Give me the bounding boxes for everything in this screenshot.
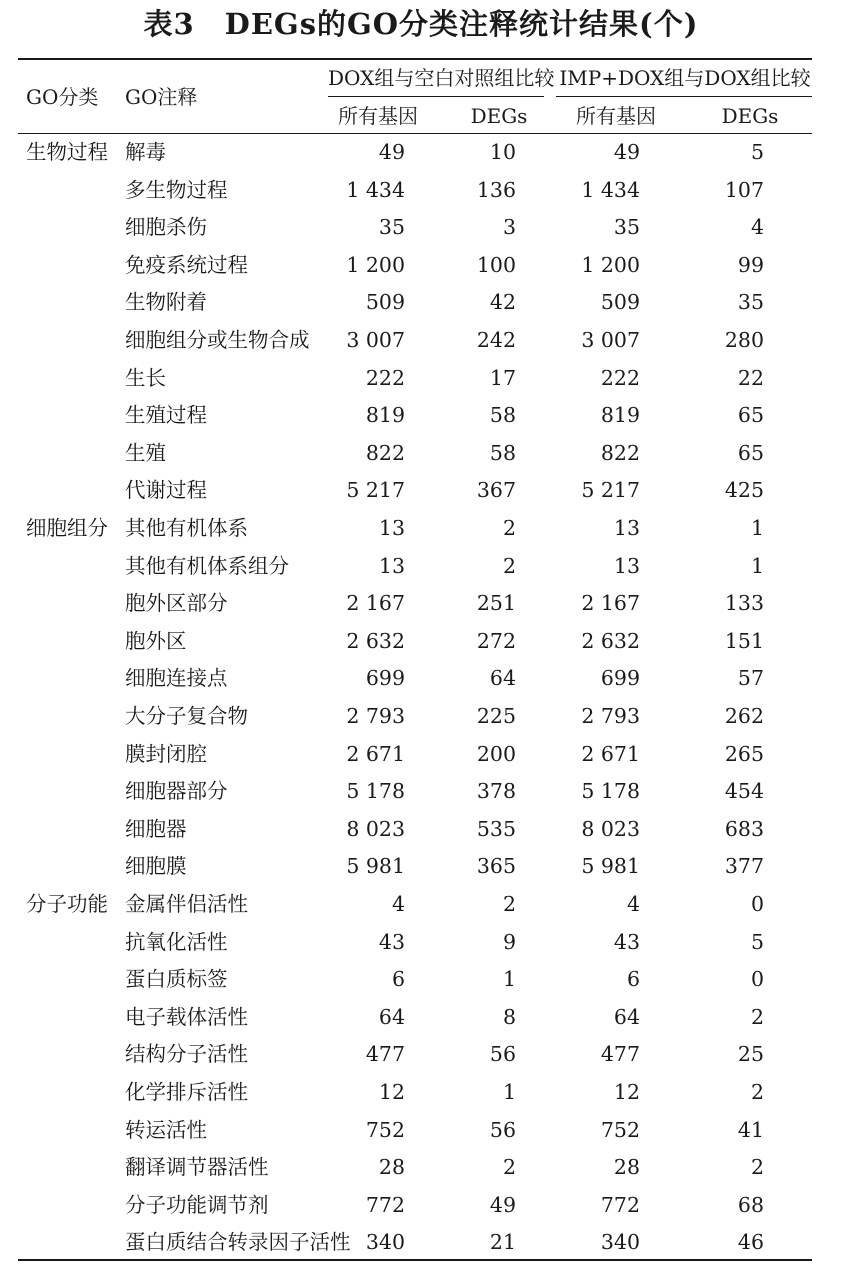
go-term-cell: 其他有机体系组分 [125, 553, 289, 578]
all-genes-imp-dox-vs-dox: 819 [600, 403, 640, 428]
table-row [0, 510, 842, 548]
all-genes-dox-vs-control: 64 [378, 1004, 405, 1029]
all-genes-imp-dox-vs-dox: 1 200 [581, 252, 640, 277]
header-all-genes-1: 所有基因 [338, 104, 418, 128]
go-term-cell: 转运活性 [125, 1117, 207, 1142]
all-genes-dox-vs-control: 2 671 [346, 741, 405, 766]
all-genes-dox-vs-control: 49 [378, 140, 405, 164]
all-genes-dox-vs-control: 5 178 [346, 779, 405, 804]
go-term-cell: 细胞杀伤 [125, 215, 207, 240]
all-genes-dox-vs-control: 35 [378, 215, 405, 240]
degs-dox-vs-control: 58 [489, 440, 516, 465]
degs-imp-dox-vs-dox: 4 [750, 215, 764, 240]
table-row [0, 548, 842, 586]
go-term-cell: 细胞器部分 [125, 779, 228, 804]
all-genes-dox-vs-control: 2 632 [346, 628, 405, 653]
all-genes-imp-dox-vs-dox: 49 [613, 140, 640, 164]
header-degs-1: DEGs [470, 104, 528, 128]
go-term-cell: 细胞膜 [125, 854, 187, 879]
degs-dox-vs-control: 8 [502, 1004, 516, 1029]
table-row [0, 209, 842, 247]
all-genes-dox-vs-control: 2 167 [346, 591, 405, 616]
table-row [0, 1036, 842, 1074]
all-genes-dox-vs-control: 1 434 [346, 177, 405, 202]
go-term-cell: 生长 [125, 365, 166, 390]
go-term-cell: 生殖过程 [125, 403, 207, 428]
degs-dox-vs-control: 535 [476, 816, 516, 841]
all-genes-imp-dox-vs-dox: 222 [600, 365, 640, 390]
degs-imp-dox-vs-dox: 683 [724, 816, 764, 841]
all-genes-imp-dox-vs-dox: 752 [600, 1117, 640, 1142]
table-row [0, 435, 842, 473]
go-term-cell: 结构分子活性 [125, 1042, 248, 1067]
table-row [0, 773, 842, 811]
go-term-cell: 细胞连接点 [125, 666, 228, 691]
all-genes-imp-dox-vs-dox: 2 632 [581, 628, 640, 653]
go-term-cell: 解毒 [125, 140, 166, 164]
table-row [0, 172, 842, 210]
all-genes-imp-dox-vs-dox: 2 671 [581, 741, 640, 766]
all-genes-imp-dox-vs-dox: 6 [626, 967, 640, 992]
degs-dox-vs-control: 1 [502, 1080, 516, 1104]
top-rule [18, 58, 812, 60]
all-genes-dox-vs-control: 12 [378, 1080, 405, 1104]
header-group2: IMP+DOX组与DOX组比较 [559, 66, 811, 90]
degs-imp-dox-vs-dox: 0 [750, 892, 764, 916]
table-row [0, 886, 842, 924]
table-row [0, 961, 842, 999]
table-row [0, 811, 842, 849]
table-row [0, 247, 842, 285]
degs-imp-dox-vs-dox: 46 [737, 1230, 764, 1255]
all-genes-imp-dox-vs-dox: 2 793 [581, 704, 640, 728]
go-category-cell: 细胞组分 [26, 516, 108, 540]
all-genes-dox-vs-control: 340 [365, 1230, 405, 1255]
go-term-cell: 膜封闭腔 [125, 741, 207, 766]
degs-imp-dox-vs-dox: 425 [724, 478, 764, 503]
go-term-cell: 细胞器 [125, 816, 187, 841]
go-term-cell: 抗氧化活性 [125, 929, 228, 954]
all-genes-dox-vs-control: 222 [365, 365, 405, 390]
degs-dox-vs-control: 378 [476, 779, 516, 804]
go-term-cell: 翻译调节器活性 [125, 1155, 269, 1180]
all-genes-dox-vs-control: 28 [378, 1155, 405, 1180]
degs-imp-dox-vs-dox: 65 [737, 403, 764, 428]
degs-imp-dox-vs-dox: 377 [724, 854, 764, 879]
go-term-cell: 蛋白质标签 [125, 967, 228, 992]
table-row [0, 585, 842, 623]
degs-imp-dox-vs-dox: 57 [737, 666, 764, 691]
degs-imp-dox-vs-dox: 2 [750, 1080, 764, 1104]
degs-imp-dox-vs-dox: 133 [724, 591, 764, 616]
go-term-cell: 生殖 [125, 440, 166, 465]
degs-dox-vs-control: 272 [476, 628, 516, 653]
all-genes-dox-vs-control: 772 [365, 1192, 405, 1217]
go-term-cell: 分子功能调节剂 [125, 1192, 269, 1217]
degs-dox-vs-control: 9 [502, 929, 516, 954]
header-go-category: GO分类 [26, 85, 99, 109]
degs-imp-dox-vs-dox: 1 [750, 516, 764, 540]
degs-imp-dox-vs-dox: 65 [737, 440, 764, 465]
all-genes-dox-vs-control: 509 [365, 290, 405, 315]
degs-imp-dox-vs-dox: 454 [724, 779, 764, 804]
degs-imp-dox-vs-dox: 68 [737, 1192, 764, 1217]
degs-dox-vs-control: 3 [502, 215, 516, 240]
go-term-cell: 胞外区部分 [125, 591, 228, 616]
all-genes-dox-vs-control: 43 [378, 929, 405, 954]
all-genes-dox-vs-control: 819 [365, 403, 405, 428]
go-term-cell: 多生物过程 [125, 177, 228, 202]
degs-imp-dox-vs-dox: 5 [750, 140, 764, 164]
degs-dox-vs-control: 42 [489, 290, 516, 315]
group1-underline [328, 96, 544, 97]
table-row [0, 134, 842, 172]
degs-imp-dox-vs-dox: 25 [737, 1042, 764, 1067]
all-genes-imp-dox-vs-dox: 64 [613, 1004, 640, 1029]
all-genes-dox-vs-control: 5 981 [346, 854, 405, 879]
all-genes-imp-dox-vs-dox: 340 [600, 1230, 640, 1255]
degs-dox-vs-control: 56 [489, 1117, 516, 1142]
go-term-cell: 免疫系统过程 [125, 252, 248, 277]
all-genes-imp-dox-vs-dox: 5 981 [581, 854, 640, 879]
degs-imp-dox-vs-dox: 5 [750, 929, 764, 954]
degs-imp-dox-vs-dox: 107 [724, 177, 764, 202]
all-genes-dox-vs-control: 13 [378, 553, 405, 578]
all-genes-dox-vs-control: 1 200 [346, 252, 405, 277]
table-row [0, 397, 842, 435]
table-row [0, 1187, 842, 1225]
degs-dox-vs-control: 200 [476, 741, 516, 766]
all-genes-dox-vs-control: 13 [378, 516, 405, 540]
go-term-cell: 电子载体活性 [125, 1004, 248, 1029]
degs-dox-vs-control: 10 [489, 140, 516, 164]
all-genes-imp-dox-vs-dox: 477 [600, 1042, 640, 1067]
degs-dox-vs-control: 100 [476, 252, 516, 277]
all-genes-dox-vs-control: 752 [365, 1117, 405, 1142]
degs-imp-dox-vs-dox: 99 [737, 252, 764, 277]
all-genes-dox-vs-control: 3 007 [346, 328, 405, 352]
table-row [0, 736, 842, 774]
degs-dox-vs-control: 17 [489, 365, 516, 390]
table-row [0, 924, 842, 962]
all-genes-imp-dox-vs-dox: 699 [600, 666, 640, 691]
all-genes-dox-vs-control: 6 [391, 967, 405, 992]
table-row [0, 472, 842, 510]
degs-imp-dox-vs-dox: 262 [724, 704, 764, 728]
table-row [0, 999, 842, 1037]
all-genes-dox-vs-control: 8 023 [346, 816, 405, 841]
all-genes-imp-dox-vs-dox: 8 023 [581, 816, 640, 841]
all-genes-imp-dox-vs-dox: 5 178 [581, 779, 640, 804]
go-category-cell: 分子功能 [26, 892, 108, 916]
degs-dox-vs-control: 56 [489, 1042, 516, 1067]
all-genes-dox-vs-control: 4 [391, 892, 405, 916]
degs-imp-dox-vs-dox: 2 [750, 1004, 764, 1029]
go-term-cell: 其他有机体系 [125, 516, 248, 540]
degs-imp-dox-vs-dox: 2 [750, 1155, 764, 1180]
degs-imp-dox-vs-dox: 0 [750, 967, 764, 992]
degs-dox-vs-control: 136 [476, 177, 516, 202]
all-genes-imp-dox-vs-dox: 822 [600, 440, 640, 465]
all-genes-imp-dox-vs-dox: 35 [613, 215, 640, 240]
header-all-genes-2: 所有基因 [576, 104, 656, 128]
all-genes-imp-dox-vs-dox: 3 007 [581, 328, 640, 352]
degs-imp-dox-vs-dox: 41 [737, 1117, 764, 1142]
degs-dox-vs-control: 1 [502, 967, 516, 992]
table-row [0, 1224, 842, 1262]
degs-dox-vs-control: 365 [476, 854, 516, 879]
all-genes-dox-vs-control: 822 [365, 440, 405, 465]
degs-dox-vs-control: 21 [489, 1230, 516, 1255]
table-row [0, 848, 842, 886]
table-row [0, 1149, 842, 1187]
degs-imp-dox-vs-dox: 280 [724, 328, 764, 352]
go-term-cell: 金属伴侣活性 [125, 892, 248, 916]
all-genes-dox-vs-control: 699 [365, 666, 405, 691]
header-group1: DOX组与空白对照组比较 [328, 66, 555, 90]
degs-dox-vs-control: 251 [476, 591, 516, 616]
degs-imp-dox-vs-dox: 22 [737, 365, 764, 390]
table-title: 表3 DEGs的GO分类注释统计结果(个) [143, 7, 699, 41]
table-row [0, 698, 842, 736]
go-term-cell: 生物附着 [125, 290, 207, 315]
table-row [0, 660, 842, 698]
all-genes-imp-dox-vs-dox: 509 [600, 290, 640, 315]
all-genes-imp-dox-vs-dox: 13 [613, 516, 640, 540]
all-genes-imp-dox-vs-dox: 12 [613, 1080, 640, 1104]
degs-imp-dox-vs-dox: 1 [750, 553, 764, 578]
group2-underline [556, 96, 812, 97]
header-go-term: GO注释 [125, 85, 198, 109]
all-genes-imp-dox-vs-dox: 13 [613, 553, 640, 578]
table-row [0, 284, 842, 322]
bottom-rule [18, 1259, 812, 1261]
go-term-cell: 化学排斥活性 [125, 1080, 248, 1104]
degs-dox-vs-control: 2 [502, 516, 516, 540]
go-term-cell: 细胞组分或生物合成 [125, 328, 310, 352]
go-term-cell: 蛋白质结合转录因子活性 [125, 1230, 351, 1255]
all-genes-imp-dox-vs-dox: 4 [626, 892, 640, 916]
all-genes-imp-dox-vs-dox: 5 217 [581, 478, 640, 503]
go-term-cell: 代谢过程 [125, 478, 207, 503]
degs-dox-vs-control: 2 [502, 1155, 516, 1180]
all-genes-imp-dox-vs-dox: 1 434 [581, 177, 640, 202]
table-row [0, 360, 842, 398]
degs-dox-vs-control: 64 [489, 666, 516, 691]
degs-imp-dox-vs-dox: 265 [724, 741, 764, 766]
degs-dox-vs-control: 242 [476, 328, 516, 352]
table-row [0, 1112, 842, 1150]
all-genes-imp-dox-vs-dox: 43 [613, 929, 640, 954]
degs-dox-vs-control: 367 [476, 478, 516, 503]
all-genes-dox-vs-control: 5 217 [346, 478, 405, 503]
degs-dox-vs-control: 225 [476, 704, 516, 728]
table-row [0, 623, 842, 661]
go-term-cell: 大分子复合物 [125, 704, 248, 728]
go-category-cell: 生物过程 [26, 140, 108, 164]
degs-imp-dox-vs-dox: 151 [724, 628, 764, 653]
table-row [0, 1074, 842, 1112]
degs-dox-vs-control: 49 [489, 1192, 516, 1217]
all-genes-imp-dox-vs-dox: 772 [600, 1192, 640, 1217]
all-genes-imp-dox-vs-dox: 2 167 [581, 591, 640, 616]
all-genes-imp-dox-vs-dox: 28 [613, 1155, 640, 1180]
degs-dox-vs-control: 58 [489, 403, 516, 428]
go-term-cell: 胞外区 [125, 628, 187, 653]
all-genes-dox-vs-control: 2 793 [346, 704, 405, 728]
degs-dox-vs-control: 2 [502, 892, 516, 916]
table-row [0, 322, 842, 360]
degs-dox-vs-control: 2 [502, 553, 516, 578]
degs-imp-dox-vs-dox: 35 [737, 290, 764, 315]
header-degs-2: DEGs [721, 104, 779, 128]
all-genes-dox-vs-control: 477 [365, 1042, 405, 1067]
